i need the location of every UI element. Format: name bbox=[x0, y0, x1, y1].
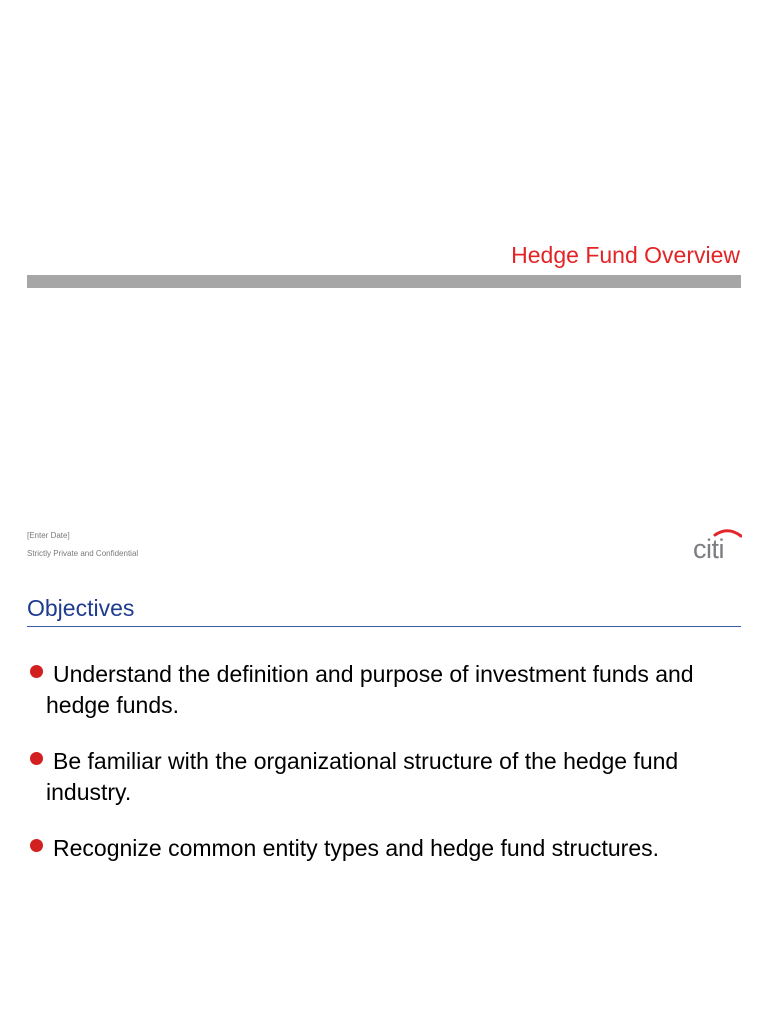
objectives-list bbox=[27, 659, 747, 889]
citi-logo bbox=[692, 527, 742, 561]
list-item bbox=[27, 833, 747, 864]
section-heading: Objectives bbox=[27, 595, 135, 621]
bullet-dot-icon bbox=[30, 752, 43, 765]
objective-text: Be familiar with the organizational structure of the hedge fund industry. bbox=[46, 748, 679, 805]
objective-text: Understand the definition and purpose of investment funds and hedge funds. bbox=[46, 661, 694, 718]
title-divider-bar bbox=[27, 275, 741, 288]
bullet-dot-icon bbox=[30, 665, 43, 678]
list-item bbox=[27, 659, 747, 721]
heading-underline bbox=[27, 626, 741, 627]
cover-title: Hedge Fund Overview bbox=[511, 242, 740, 268]
objective-text: Recognize common entity types and hedge fund structures. bbox=[53, 835, 660, 861]
confidentiality-note: Strictly Private and Confidential bbox=[27, 549, 139, 558]
bullet-dot-icon bbox=[30, 839, 43, 852]
logo-wordmark: citi bbox=[693, 534, 724, 561]
list-item bbox=[27, 746, 747, 808]
date-placeholder: [Enter Date] bbox=[27, 531, 70, 540]
